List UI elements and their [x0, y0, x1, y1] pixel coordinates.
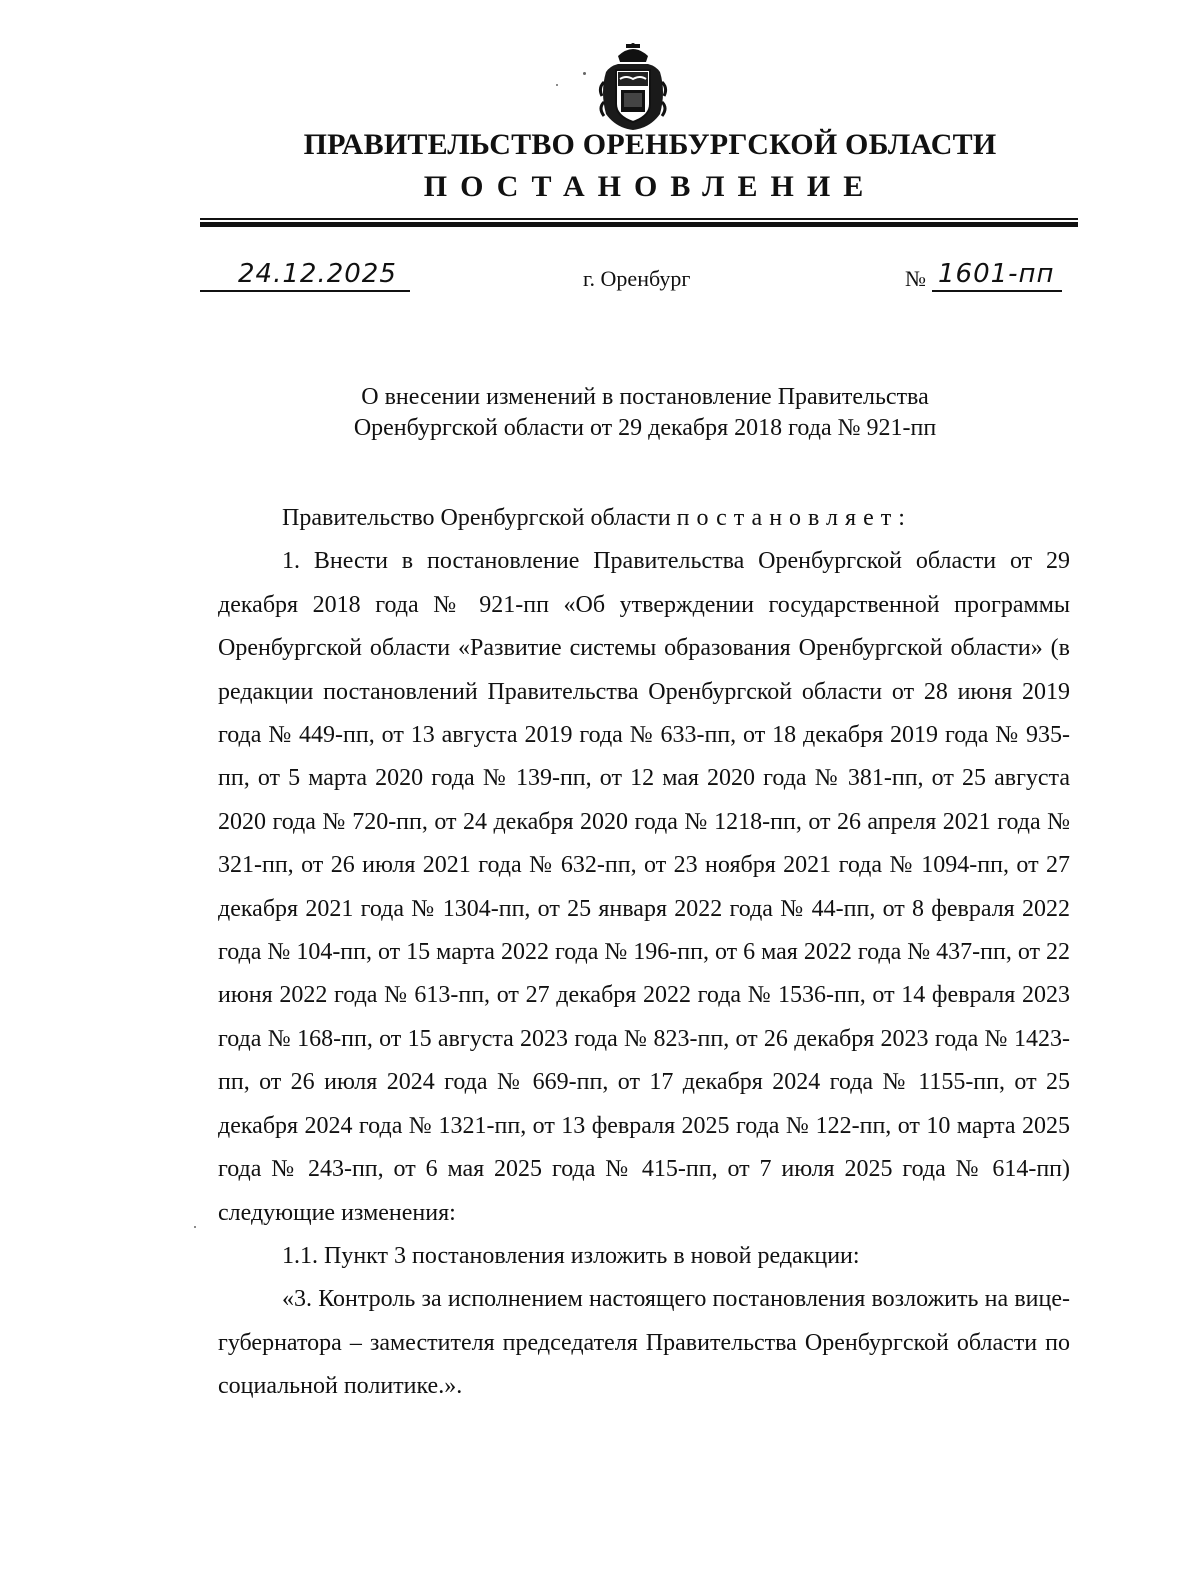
- paragraph-1: 1. Внести в постановление Правительства Оренбургской области от 29 декабря 2018 года № 921-пп «Об утверждении государственной программы Оренбургской области «Развитие системы образования Оренбургской области» (в редакции постановлений Правительства Оренбургской области от 28 июня 2019 года № 449-пп, от 13 августа 2019 года № 633-пп, от 18 декабря 2019 года № 935-пп, от 5 марта 2020 года № 139-пп, от 12 мая 2020 года № 381-пп, от 25 августа 2020 года № 720-пп, от 24 декабря 2020 года № 1218-пп, от 26 апреля 2021 года № 321-пп, от 26 июля 2021 года № 632-пп, от 23 ноября 2021 года № 1094-пп, от 27 декабря 2021 года № 1304-пп, от 25 января 2022 года № 44-пп, от 8 февраля 2022 года № 104-пп, от 15 марта 2022 года № 196-пп, от 6 мая 2022 года № 437-пп, от 22 июня 2022 года № 613-пп, от 27 декабря 2022 года № 1536-пп, от 14 февраля 2023 года № 168-пп, от 15 августа 2023 года № 823-пп, от 26 декабря 2023 года № 1423-пп, от 26 июля 2024 года № 669-пп, от 17 декабря 2024 года № 1155-пп, от 25 декабря 2024 года № 1321-пп, от 13 февраля 2025 года № 122-пп, от 10 марта 2025 года № 243-пп, от 6 мая 2025 года № 415-пп, от 7 июля 2025 года № 614-пп) следующие изменения:: [218, 548, 1071, 1226]
- scan-speck: [194, 1226, 196, 1228]
- subject-line-1: О внесении изменений в постановление Правительства: [361, 384, 929, 410]
- document-body: [218, 497, 1070, 1409]
- header-divider-thick: [200, 222, 1078, 227]
- scan-speck: [583, 72, 586, 75]
- intro-lead: Правительство Оренбургской области: [282, 505, 677, 531]
- scan-speck: [556, 84, 558, 86]
- document-subject: [0, 382, 1200, 444]
- number-underline: [932, 290, 1062, 292]
- paragraph-quote: «3. Контроль за исполнением настоящего постановления возложить на вице-губернатора – заместителя председателя Правительства Оренбургской области по социальной политике.».: [218, 1286, 1070, 1400]
- intro-colon: :: [898, 505, 905, 531]
- date-underline: [200, 290, 410, 292]
- coat-of-arms-icon: [596, 42, 670, 132]
- document-type-title: ПОСТАНОВЛЕНИЕ: [423, 170, 877, 203]
- document-number-label: №: [905, 266, 926, 291]
- organization-title: ПРАВИТЕЛЬСТВО ОРЕНБУРГСКОЙ ОБЛАСТИ: [303, 128, 997, 161]
- intro-paragraph: [218, 497, 1070, 540]
- document-date: 24.12.2025: [238, 259, 397, 289]
- subject-line-2: Оренбургской области от 29 декабря 2018 года № 921-пп: [353, 415, 937, 441]
- intro-spaced-verb: постановляет: [676, 505, 899, 531]
- paragraph-1-1: 1.1. Пункт 3 постановления изложить в новой редакции:: [282, 1242, 860, 1269]
- document-number: 1601-пп: [938, 259, 1055, 289]
- document-city: г. Оренбург: [583, 266, 691, 291]
- header-divider-thin: [200, 218, 1078, 220]
